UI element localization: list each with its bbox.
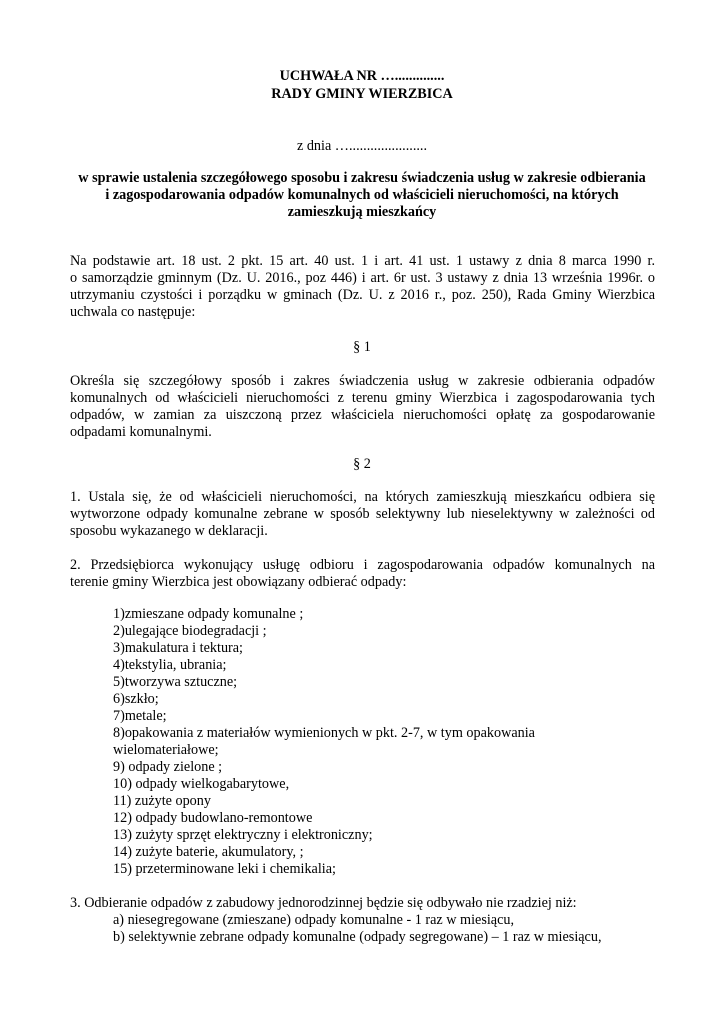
section-1-line-3: odpadów, w zamian za uiszczoną przez właściciela nieruchomości opłatę za gospodarowanie [70, 407, 655, 423]
list-item-continuation: wielomateriałowe; [113, 742, 219, 758]
list-item: 7)metale; [113, 708, 167, 724]
list-item: 13) zużyty sprzęt elektryczny i elektroniczny; [113, 827, 373, 843]
list-item: 5)tworzywa sztuczne; [113, 674, 238, 690]
list-item: 14) zużyte baterie, akumulatory, ; [113, 844, 304, 860]
council-name: RADY GMINY WIERZBICA [271, 86, 453, 102]
section-1-line-2: komunalnych od właścicieli nieruchomości z terenu gminy Wierzbica i zagospodarowania tych [70, 390, 655, 406]
list-item: 10) odpady wielkogabarytowe, [113, 776, 290, 792]
section-2-p3-line-1: 3. Odbieranie odpadów z zabudowy jednorodzinnej będzie się odbywało nie rzadziej niż: [70, 895, 577, 911]
subject-line-2: i zagospodarowania odpadów komunalnych od właścicieli nieruchomości, na których [105, 187, 619, 203]
preamble-line-3: utrzymaniu czystości i porządku w gminach (Dz. U. z 2016 r., poz. 250), Rada Gminy Wierzbica [70, 287, 655, 303]
list-item: 3)makulatura i tektura; [113, 640, 244, 656]
subject-line-1: w sprawie ustalenia szczegółowego sposobu i zakresu świadczenia usług w zakresie odbierania [78, 170, 646, 186]
list-item: 11) zużyte opony [113, 793, 211, 809]
section-1-heading: § 1 [353, 339, 371, 355]
section-2-p1-line-1: 1. Ustala się, że od właścicieli nieruchomości, na których zamieszkują mieszkańcu odbiera się [70, 489, 655, 505]
section-1-line-4: odpadami komunalnymi. [70, 424, 212, 440]
preamble-line-4: uchwala co następuje: [70, 304, 196, 320]
section-2-p2-line-2: terenie gminy Wierzbica jest obowiązany odbierać odpady: [70, 574, 407, 590]
list-item: 9) odpady zielone ; [113, 759, 223, 775]
list-item: 2)ulegające biodegradacji ; [113, 623, 267, 639]
section-2-p3-item-b: b) selektywnie zebrane odpady komunalne (odpady segregowane) – 1 raz w miesiącu, [113, 929, 602, 945]
preamble-line-2: o samorządzie gminnym (Dz. U. 2016., poz 446) i art. 6r ust. 3 ustawy z dnia 13 września 1996r. o [70, 270, 655, 286]
section-2-p3-item-a: a) niesegregowane (zmieszane) odpady komunalne - 1 raz w miesiącu, [113, 912, 515, 928]
resolution-title: UCHWAŁA NR ….............. [279, 68, 445, 84]
date-line: z dnia …...................... [296, 138, 428, 154]
subject-line-3: zamieszkują mieszkańcy [287, 204, 437, 220]
list-item: 4)tekstylia, ubrania; [113, 657, 227, 673]
section-2-p1-line-2: wytworzone odpady komunalne zebrane w sposób selektywny lub nieselektywny w zależności od [70, 506, 655, 522]
list-item: 12) odpady budowlano-remontowe [113, 810, 313, 826]
section-2-p1-line-3: sposobu wykazanego w deklaracji. [70, 523, 268, 539]
section-2-heading: § 2 [353, 456, 371, 472]
section-2-p2-line-1: 2. Przedsiębiorca wykonujący usługę odbioru i zagospodarowania odpadów komunalnych na [70, 557, 655, 573]
list-item: 6)szkło; [113, 691, 159, 707]
list-item: 8)opakowania z materiałów wymienionych w pkt. 2-7, w tym opakowania [113, 725, 535, 741]
preamble-line-1: Na podstawie art. 18 ust. 2 pkt. 15 art. 40 ust. 1 i art. 41 ust. 1 ustawy z dnia 8 marca 1990 r. [70, 253, 655, 269]
section-1-line-1: Określa się szczegółowy sposób i zakres świadczenia usług w zakresie odbierania odpadów [70, 373, 655, 389]
list-item: 15) przeterminowane leki i chemikalia; [113, 861, 336, 877]
list-item: 1)zmieszane odpady komunalne ; [113, 606, 304, 622]
